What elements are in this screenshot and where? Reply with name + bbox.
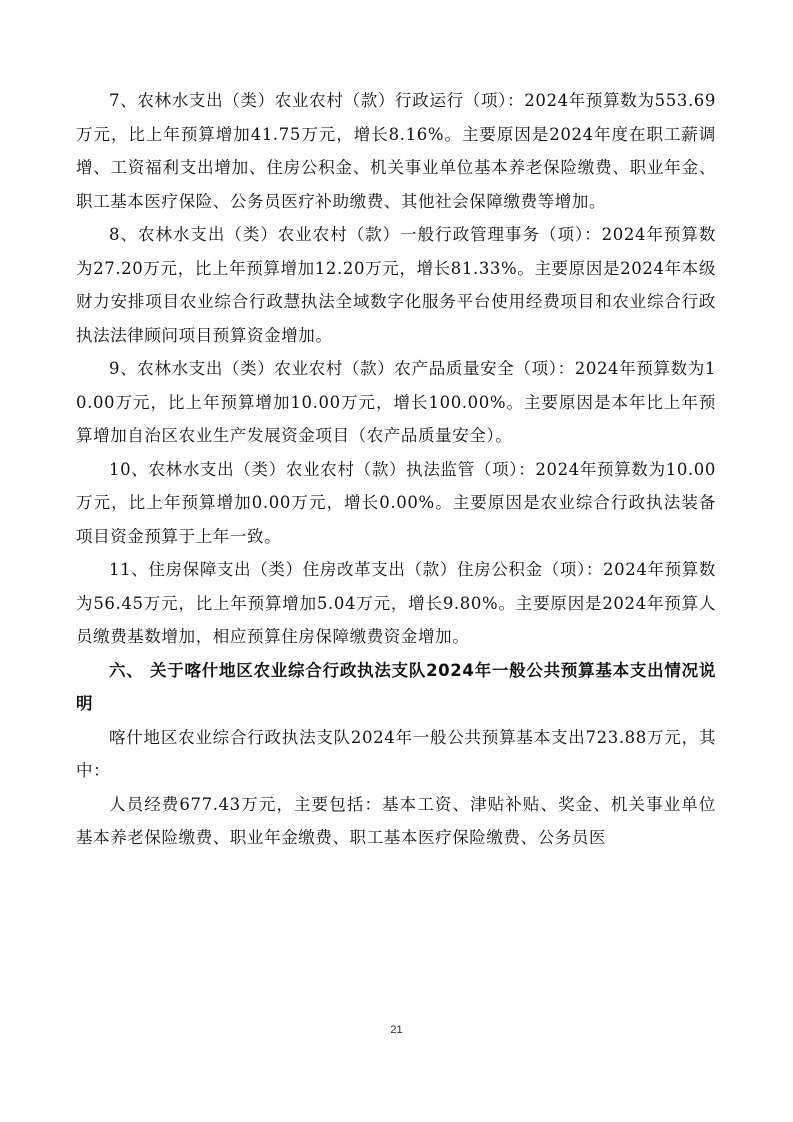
paragraph-item-11: 11、住房保障支出（类）住房改革支出（款）住房公积金（项）：2024年预算数为56.45万元，比上年预算增加5.04万元，增长9.80%。主要原因是2024年预算人员缴费基数增加，相应预算住房保障缴费资金增加。 xyxy=(76,560,716,646)
section-heading: 六、 关于喀什地区农业综合行政执法支队2024年一般公共预算基本支出情况说明 xyxy=(76,660,716,713)
page-body xyxy=(76,84,716,855)
paragraph-item-9: 9、农林水支出（类）农业农村（款）农产品质量安全（项）：2024年预算数为10.00万元，比上年预算增加10.00万元，增长100.00%。主要原因是本年比上年预算增加自治区农业生产发展资金项目（农产品质量安全）。 xyxy=(76,359,716,445)
paragraph-item-8: 8、农林水支出（类）农业农村（款）一般行政管理事务（项）：2024年预算数为27.20万元，比上年预算增加12.20万元，增长81.33%。主要原因是2024年本级财力安排项目农业综合行政慧执法全域数字化服务平台使用经费项目和农业综合行政执法法律顾问项目预算资金增加。 xyxy=(76,225,716,345)
paragraph-basic-expenditure: 喀什地区农业综合行政执法支队2024年一般公共预算基本支出723.88万元，其中： xyxy=(76,727,716,780)
paragraph-personnel-expenses: 人员经费677.43万元，主要包括：基本工资、津贴补贴、奖金、机关事业单位基本养老保险缴费、职业年金缴费、职工基本医疗保险缴费、公务员医 xyxy=(76,794,716,847)
paragraph-item-7: 7、农林水支出（类）农业农村（款）行政运行（项）：2024年预算数为553.69万元，比上年预算增加41.75万元，增长8.16%。主要原因是2024年度在职工薪调增、工资福利支出增加、住房公积金、机关事业单位基本养老保险缴费、职业年金、职工基本医疗保险、公务员医疗补助缴费、其他社会保障缴费等增加。 xyxy=(76,91,716,211)
page-number: 21 xyxy=(390,1024,403,1036)
paragraph-item-10: 10、农林水支出（类）农业农村（款）执法监管（项）：2024年预算数为10.00万元，比上年预算增加0.00万元，增长0.00%。主要原因是农业综合行政执法装备项目资金预算于上年一致。 xyxy=(76,459,716,546)
